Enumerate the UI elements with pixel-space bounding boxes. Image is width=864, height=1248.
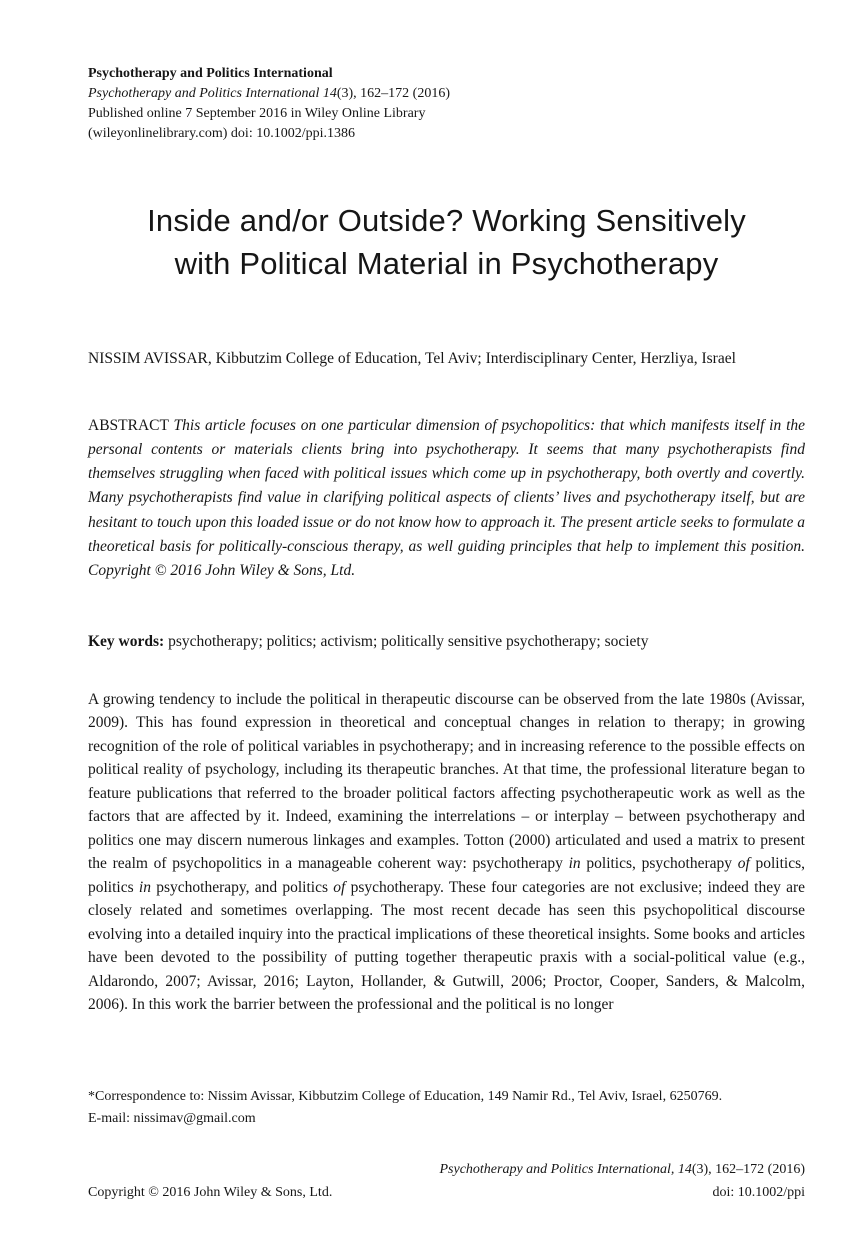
article-title-line-2: with Political Material in Psychotherapy [174, 245, 719, 281]
abstract-label: ABSTRACT [88, 416, 169, 434]
footnote-correspondence-line: *Correspondence to: Nissim Avissar, Kibbutzim College of Education, 149 Namir Rd., Tel Aviv, Israel, 6250769. [88, 1089, 723, 1104]
header-doi-line: (wileyonlinelibrary.com) doi: 10.1002/ppi.1386 [88, 126, 355, 141]
header-published-line: Published online 7 September 2016 in Wiley Online Library [88, 106, 426, 121]
footer-copyright: Copyright © 2016 John Wiley & Sons, Ltd. [88, 1185, 333, 1200]
header-journal-name: Psychotherapy and Politics International [88, 66, 333, 81]
header-citation: Psychotherapy and Politics International 14(3), 162–172 (2016) [88, 86, 451, 101]
abstract-section [88, 414, 805, 584]
footer-doi: doi: 10.1002/ppi [712, 1185, 805, 1200]
keywords-text: psychotherapy; politics; activism; politically sensitive psychotherapy; society [168, 632, 649, 650]
abstract-text: This article focuses on one particular dimension of psychopolitics: that which manifests itself in the personal contents or materials clients bring into psychotherapy. It seems that many psychotherapists find themselves struggling when faced with political issues which come up in psychotherapy, both overtly and covertly. Many psychotherapists find value in clarifying political aspects of clients’ lives and psychotherapy itself, but are hesitant to touch upon this loaded issue or do not know how to approach it. The present article seeks to formulate a theoretical basis for politically-conscious therapy, as well guiding principles that help to implement this position. Copyright © 2016 John Wiley & Sons, Ltd. [88, 416, 806, 580]
keywords-line [88, 630, 805, 653]
footnote-email-line: E-mail: nissimav@gmail.com [88, 1111, 256, 1126]
authors-line: NISSIM AVISSAR, Kibbutzim College of Education, Tel Aviv; Interdisciplinary Center, Herzliya, Israel [88, 349, 736, 367]
article-title [88, 199, 805, 285]
footer-journal-ref: Psychotherapy and Politics International, 14(3), 162–172 (2016) [439, 1162, 805, 1177]
page-footer [88, 1158, 805, 1204]
body-paragraph: A growing tendency to include the political in therapeutic discourse can be observed from the late 1980s (Avissar, 2009). This has found expression in theoretical and conceptual changes in relation to therapy; in growing recognition of the role of political variables in psychotherapy; and in increasing reference to the possible effects on political reality of psychology, including its therapeutic branches. At that time, the professional literature began to feature publications that referred to the broader political factors affecting psychotherapeutic work as well as the factors that are affected by it. Indeed, examining the interrelations – or interplay – between psychotherapy and politics one may discern numerous linkages and examples. Totton (2000) articulated and used a matrix to present the realm of psychopolitics in a manageable coherent way: psychotherapy in politics, psychotherapy of politics, politics in psychotherapy, and politics of psychotherapy. These four categories are not exclusive; indeed they are closely related and sometimes overlapping. The most recent decade has seen this psychopolitical discourse evolving into a detailed inquiry into the practical implications of these theoretical insights. Some books and articles have been devoted to the possibility of putting together therapeutic praxis with a social-political value (e.g., Aldarondo, 2007; Avissar, 2016; Layton, Hollander, & Gutwill, 2006; Proctor, Cooper, Sanders, & Malcolm, 2006). In this work the barrier between the professional and the political is no longer [88, 690, 806, 1013]
journal-header [88, 64, 805, 144]
keywords-label: Key words: [88, 632, 165, 650]
article-title-line-1: Inside and/or Outside? Working Sensitively [147, 202, 746, 238]
correspondence-footnote [88, 1086, 805, 1130]
